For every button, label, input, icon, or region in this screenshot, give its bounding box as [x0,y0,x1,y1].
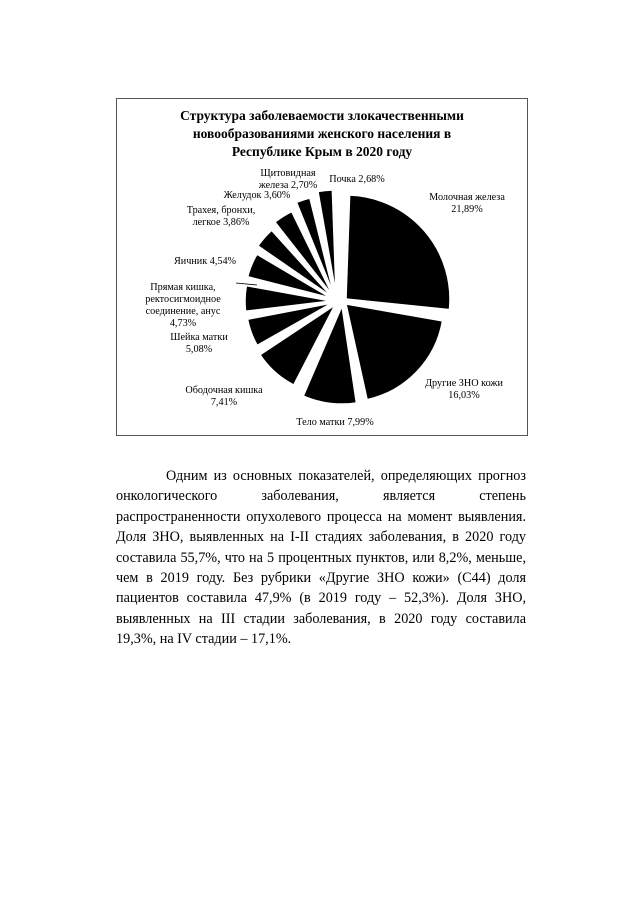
slice-label: Тело матки 7,99% [296,417,374,428]
slice-label: Шейка матки 5,08% [170,332,228,355]
slice-label: Трахея, бронхи, легкое 3,86% [186,205,256,228]
slice-label: Молочная железа 21,89% [429,192,505,215]
chart-frame [116,98,528,436]
slice-label: Другие ЗНО кожи 16,03% [425,378,503,401]
label-leader-line [236,283,257,285]
slice-label: Ободочная кишка 7,41% [185,385,263,408]
slice-label: Почка 2,68% [329,174,385,185]
body-paragraph: Одним из основных показателей, определяющих прогноз онкологического заболевания, является степень распространенности опухолевого процесса на момент выявления. Доля ЗНО, выявленных на I-II стадиях заболевания, в 2020 году составила 55,7%, что на 5 процентных пунктов, или 8,2%, меньше, чем в 2019 году. Без рубрики «Другие ЗНО кожи» (С44) доля пациентов составила 47,9% (в 2019 году – 52,3%). Доля ЗНО, выявленных на III стадии заболевания, в 2020 году составила 19,3%, на IV стадии – 17,1%. [116,468,526,648]
pie-slice [346,195,450,310]
slice-label: Щитовидная железа 2,70% [258,168,318,191]
slice-label: Яичник 4,54% [173,256,237,267]
pie-chart [117,99,527,435]
slice-label: Желудок 3,60% [223,190,291,201]
chart-title: Структура заболеваемости злокачественными новообразованиями женского населения в Республике Крым в 2020 году [180,108,464,159]
slice-label: Прямая кишка, ректосигмоидное соединение, анус 4,73% [145,282,221,329]
